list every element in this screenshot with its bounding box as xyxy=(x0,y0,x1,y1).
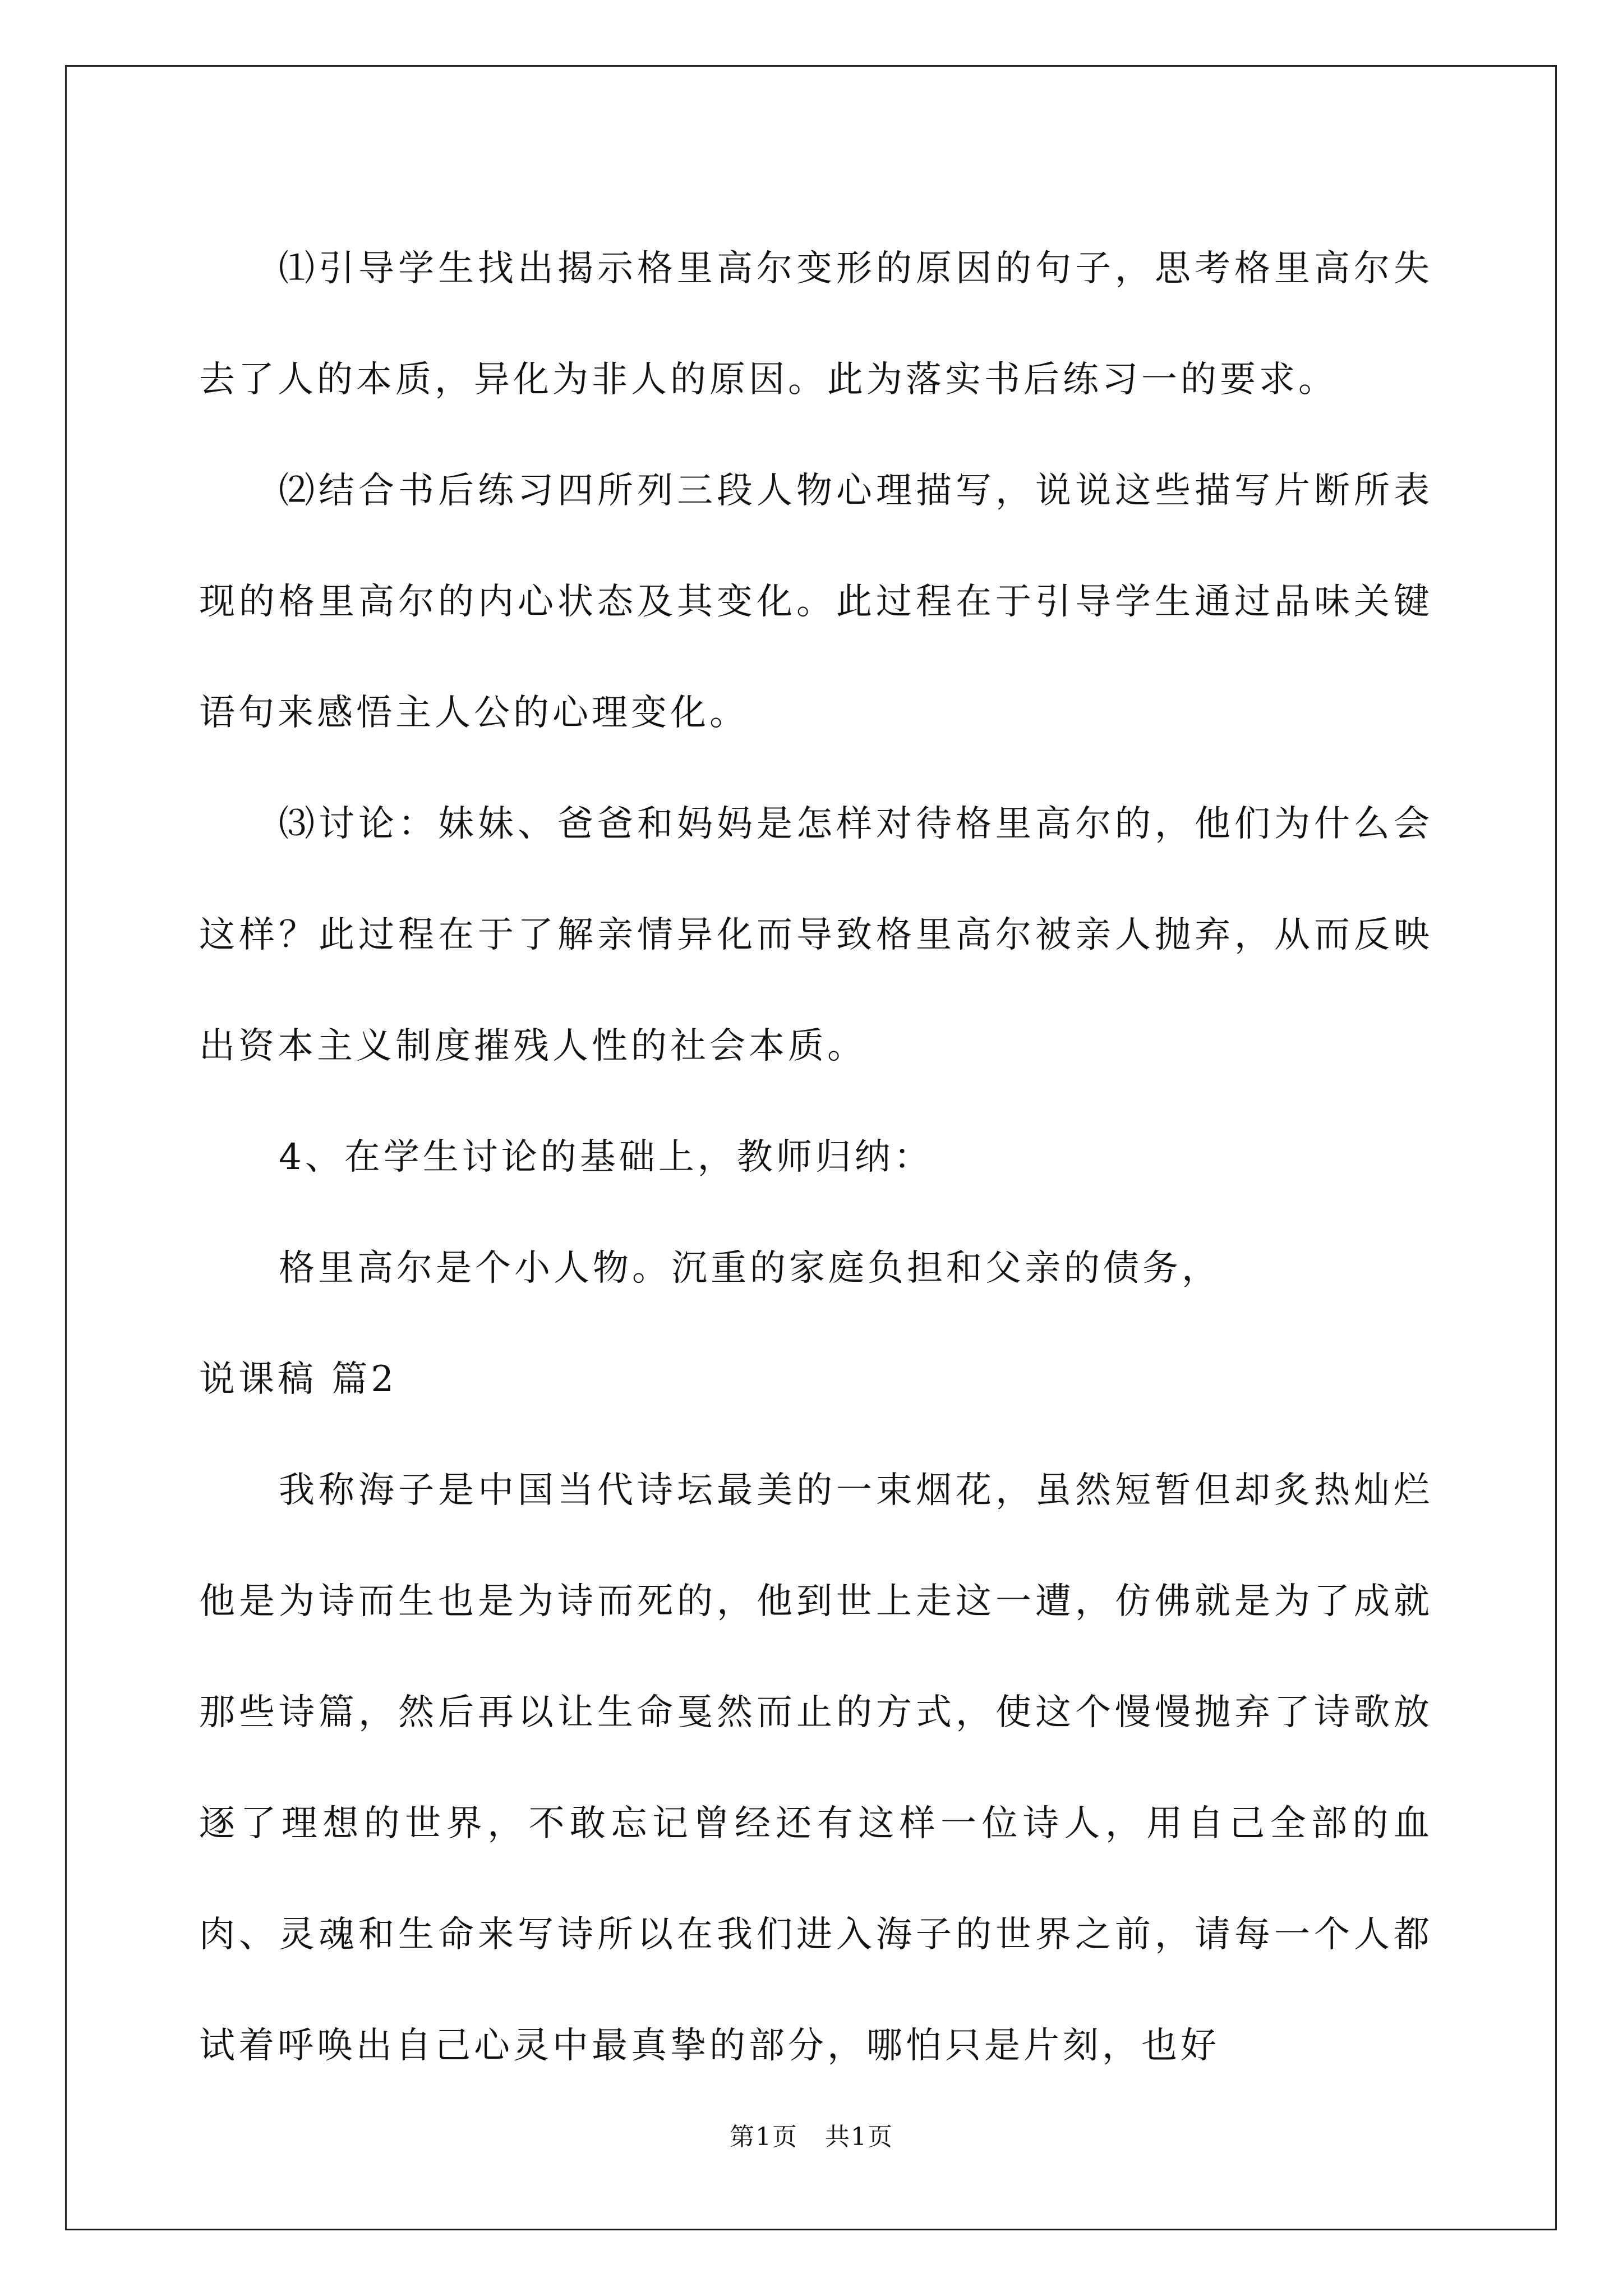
section-paragraph-1: 我称海子是中国当代诗坛最美的一束烟花，虽然短暂但却炙热灿烂他是为诗而生也是为诗而死的，他到世上走这一遭，仿佛就是为了成就那些诗篇，然后再以让生命戛然而止的方式，使这个慢慢抛弃了诗歌放逐了理想的世界，不敢忘记曾经还有这样一位诗人，用自己全部的血肉、灵魂和生命来写诗所以在我们进入海子的世界之前，请每一个人都试着呼唤出自己心灵中最真挚的部分，哪怕只是片刻，也好 xyxy=(199,1470,1433,2067)
paragraph-5: 格里高尔是个小人物。沉重的家庭负担和父亲的债务， xyxy=(279,1248,1221,1289)
page-total: 共1页 xyxy=(825,2123,893,2151)
page-footer xyxy=(0,2120,1623,2154)
paragraph-1: ⑴引导学生找出揭示格里高尔变形的原因的句子，思考格里高尔失去了人的本质，异化为非人的原因。此为落实书后练习一的要求。 xyxy=(199,248,1433,401)
paragraph-4: 4、在学生讨论的基础上，教师归纳： xyxy=(279,1137,933,1178)
page-number: 第1页 xyxy=(730,2123,798,2151)
section-heading: 说课稿 篇2 xyxy=(199,1359,398,1400)
document-body xyxy=(199,213,1433,2101)
paragraph-3: ⑶讨论：妹妹、爸爸和妈妈是怎样对待格里高尔的，他们为什么会这样？此过程在于了解亲情异化而导致格里高尔被亲人抛弃，从而反映出资本主义制度摧残人性的社会本质。 xyxy=(199,803,1433,1067)
paragraph-2: ⑵结合书后练习四所列三段人物心理描写，说说这些描写片断所表现的格里高尔的内心状态及其变化。此过程在于引导学生通过品味关键语句来感悟主人公的心理变化。 xyxy=(199,470,1433,734)
